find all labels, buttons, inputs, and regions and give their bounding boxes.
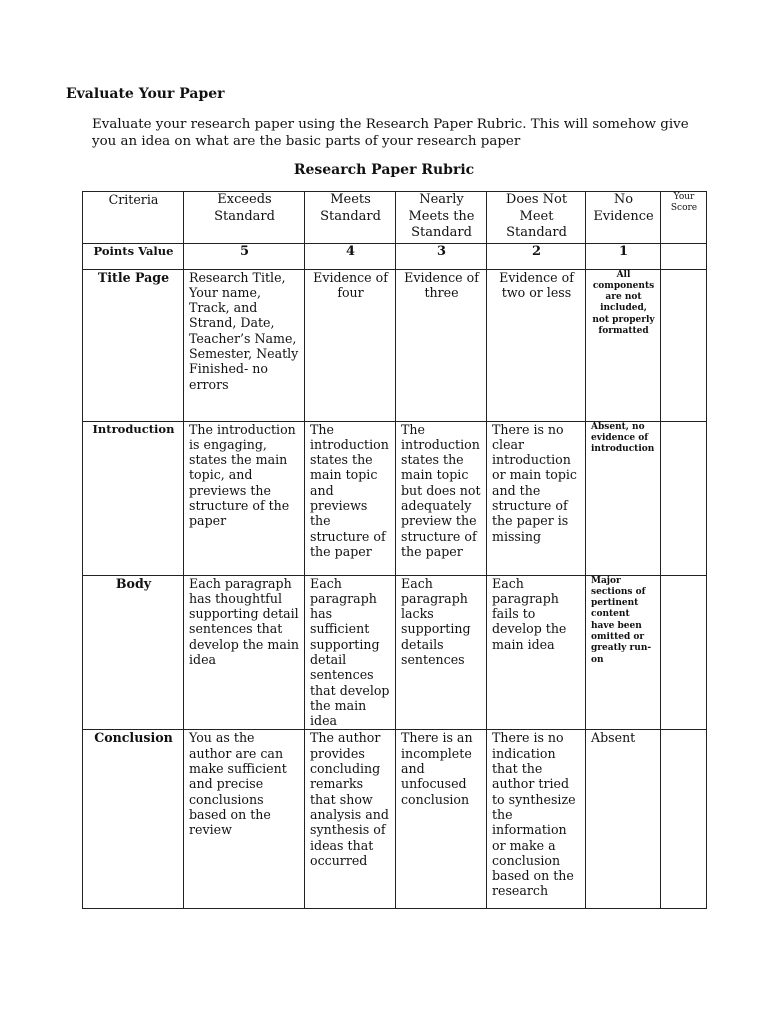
header-row <box>83 192 707 244</box>
cell-no-evidence: Major sections of pertinent content have been omitted or greatly run-on <box>586 575 661 730</box>
cell-exceeds: You as the author are can make sufficient and precise conclusions based on the review <box>184 730 305 909</box>
points-no-evidence: 1 <box>586 243 661 269</box>
rubric-table <box>82 191 707 909</box>
cell-no-evidence: Absent <box>586 730 661 909</box>
points-value-label: Points Value <box>83 243 184 269</box>
cell-nearly: The introduction states the main topic but does not adequately preview the structure of the paper <box>396 421 487 575</box>
points-nearly: 3 <box>396 243 487 269</box>
points-meets: 4 <box>305 243 396 269</box>
score-cell <box>661 575 707 730</box>
table-row <box>83 421 707 575</box>
header-exceeds-standard: Exceeds Standard <box>184 192 305 244</box>
header-does-not-meet-standard: Does Not Meet Standard <box>487 192 586 244</box>
score-cell <box>661 269 707 421</box>
header-nearly-meets-standard: Nearly Meets the Standard <box>396 192 487 244</box>
cell-meets: The introduction states the main topic and previews the structure of the paper <box>305 421 396 575</box>
cell-meets: Each paragraph has sufficient supporting detail sentences that develop the main idea <box>305 575 396 730</box>
cell-no-evidence: Absent, no evidence of introduction <box>586 421 661 575</box>
criteria-title-page: Title Page <box>83 269 184 421</box>
cell-does-not: There is no indication that the author tried to synthesize the information or make a conclusion based on the research <box>487 730 586 909</box>
cell-exceeds: The introduction is engaging, states the main topic, and previews the structure of the paper <box>184 421 305 575</box>
cell-no-evidence: All components are not included, not properly formatted <box>586 269 661 421</box>
cell-nearly: There is an incomplete and unfocused conclusion <box>396 730 487 909</box>
cell-nearly: Evidence of three <box>396 269 487 421</box>
intro-paragraph: Evaluate your research paper using the Research Paper Rubric. This will somehow give you an idea on what are the basic parts of your research paper <box>92 117 689 149</box>
rubric-title: Research Paper Rubric <box>293 162 475 178</box>
cell-meets: Evidence of four <box>305 269 396 421</box>
cell-nearly: Each paragraph lacks supporting details sentences <box>396 575 487 730</box>
cell-meets: The author provides concluding remarks that show analysis and synthesis of ideas that occurred <box>305 730 396 909</box>
cell-does-not: There is no clear introduction or main topic and the structure of the paper is missing <box>487 421 586 575</box>
criteria-introduction: Introduction <box>83 421 184 575</box>
cell-exceeds: Research Title, Your name, Track, and Strand, Date, Teacher’s Name, Semester, Neatly Finished- no errors <box>184 269 305 421</box>
table-row <box>83 575 707 730</box>
score-cell <box>661 243 707 269</box>
header-your-score: Your Score <box>661 192 707 244</box>
cell-exceeds: Each paragraph has thoughtful supporting detail sentences that develop the main idea <box>184 575 305 730</box>
header-meets-standard: Meets Standard <box>305 192 396 244</box>
points-exceeds: 5 <box>184 243 305 269</box>
header-criteria: Criteria <box>83 192 184 244</box>
score-cell <box>661 730 707 909</box>
criteria-conclusion: Conclusion <box>83 730 184 909</box>
page-heading: Evaluate Your Paper <box>66 86 225 102</box>
points-row <box>83 243 707 269</box>
header-no-evidence: No Evidence <box>586 192 661 244</box>
cell-does-not: Each paragraph fails to develop the main idea <box>487 575 586 730</box>
cell-does-not: Evidence of two or less <box>487 269 586 421</box>
criteria-body: Body <box>83 575 184 730</box>
points-does-not: 2 <box>487 243 586 269</box>
table-row <box>83 730 707 909</box>
table-row <box>83 269 707 421</box>
score-cell <box>661 421 707 575</box>
